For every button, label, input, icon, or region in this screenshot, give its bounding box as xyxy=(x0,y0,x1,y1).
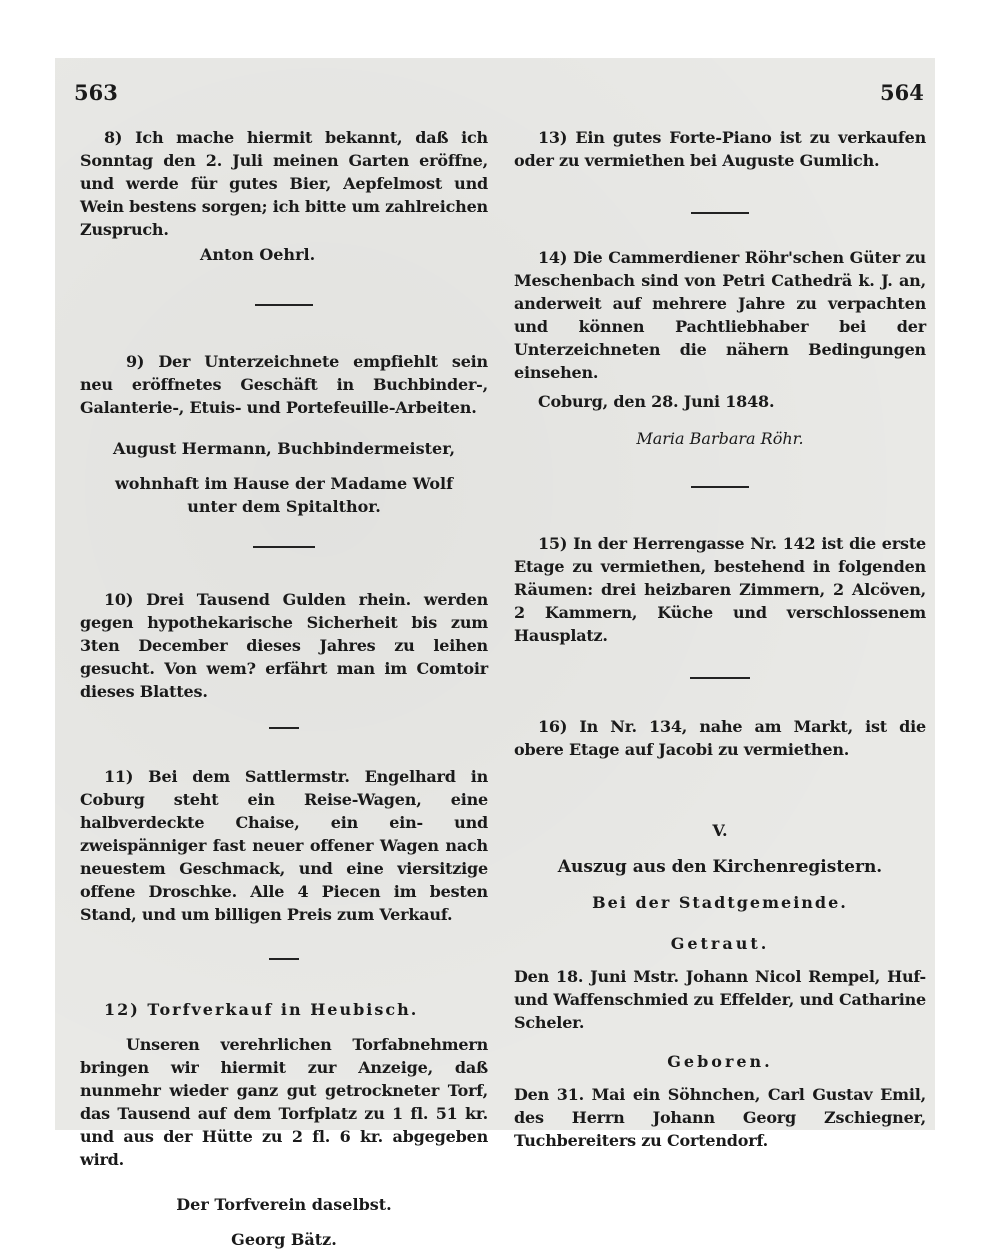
right-column xyxy=(514,126,926,1152)
notice-9-signature-name: August Hermann, Buchbindermeister, xyxy=(112,439,456,458)
section-subtitle: Bei der Stadtgemeinde. xyxy=(592,893,848,912)
notice-9: 9) Der Unterzeichnete empfiehlt sein neu eröffnetes Geschäft in Buchbinder-, Galanterie-, Etuis- und Portefeuille-Arbeiten. xyxy=(80,352,488,417)
separator-rule xyxy=(691,212,749,214)
separator-rule xyxy=(691,486,749,488)
notice-12-signature-org: Der Torfverein daselbst. xyxy=(176,1195,392,1214)
notice-16: 16) In Nr. 134, nahe am Markt, ist die obere Etage auf Jacobi zu vermiethen. xyxy=(514,717,926,759)
notice-8: 8) Ich mache hiermit bekannt, daß ich Sonntag den 2. Juli meinen Garten eröffne, und werde für gutes Bier, Aepfelmost und Wein bestens sorgen; ich bitte um zahlreichen Zuspruch. xyxy=(80,128,488,239)
page-number-right: 564 xyxy=(880,80,924,105)
notice-14: 14) Die Cammerdiener Röhr'schen Güter zu Meschenbach sind von Petri Cathedrä k. J. an, anderweit auf mehrere Jahre zu verpachten und können Pachtliebhaber bei der Unterzeichneten die nähern Bedingungen einsehen. xyxy=(514,248,926,382)
notice-15: 15) In der Herrengasse Nr. 142 ist die erste Etage zu vermiethen, bestehend in folgenden Räumen: drei heizbaren Zimmern, 2 Alcöven, 2 Kammern, Küche und verschlossenem Hausplatz. xyxy=(514,534,926,645)
separator-rule xyxy=(269,958,299,960)
page-number-left: 563 xyxy=(74,80,118,105)
left-column xyxy=(80,126,488,1251)
born-entry: Den 31. Mai ein Söhnchen, Carl Gustav Emil, des Herrn Johann Georg Zschiegner, Tuchbereiters zu Cortendorf. xyxy=(514,1085,926,1150)
section-number: V. xyxy=(712,821,728,840)
notice-9-signature-address: wohnhaft im Hause der Madame Wolf unter dem Spitalthor. xyxy=(115,474,453,516)
notice-14-date: Coburg, den 28. Juni 1848. xyxy=(538,392,775,411)
separator-rule xyxy=(269,727,299,729)
notice-10: 10) Drei Tausend Gulden rhein. werden gegen hypothekarische Sicherheit bis zum 3ten December dieses Jahres zu leihen gesucht. Von wem? erfährt man im Comtoir dieses Blattes. xyxy=(80,590,488,701)
notice-14-signature: Maria Barbara Röhr. xyxy=(636,429,804,448)
notice-8-signature: Anton Oehrl. xyxy=(200,245,316,264)
notice-13: 13) Ein gutes Forte-Piano ist zu verkaufen oder zu vermiethen bei Auguste Gumlich. xyxy=(514,128,926,170)
married-entry: Den 18. Juni Mstr. Johann Nicol Rempel, Huf- und Waffenschmied zu Effelder, und Catharine Scheler. xyxy=(514,967,926,1032)
notice-12-title: 12) Torfverkauf in Heubisch. xyxy=(104,1000,419,1019)
notice-11: 11) Bei dem Sattlermstr. Engelhard in Coburg steht ein Reise-Wagen, eine halbverdeckte Chaise, ein ein- und zweispänniger fast neuer offener Wagen nach neuestem Geschmack, und eine viersitzige offene Droschke. Alle 4 Piecen im besten Stand, und um billigen Preis zum Verkauf. xyxy=(80,767,488,924)
notice-12-signature-name: Georg Bätz. xyxy=(231,1230,337,1249)
separator-rule xyxy=(255,304,313,306)
separator-rule xyxy=(253,546,315,548)
notice-12: Unseren verehrlichen Torfabnehmern bringen wir hiermit zur Anzeige, daß nunmehr wieder ganz gut getrockneter Torf, das Tausend auf dem Torfplatz zu 1 fl. 51 kr. und aus der Hütte zu 2 fl. 6 kr. abgegeben wird. xyxy=(80,1035,488,1169)
married-heading: Getraut. xyxy=(670,934,770,953)
born-heading: Geboren. xyxy=(667,1052,773,1071)
section-title: Auszug aus den Kirchenregistern. xyxy=(557,857,883,877)
separator-rule xyxy=(690,677,750,679)
